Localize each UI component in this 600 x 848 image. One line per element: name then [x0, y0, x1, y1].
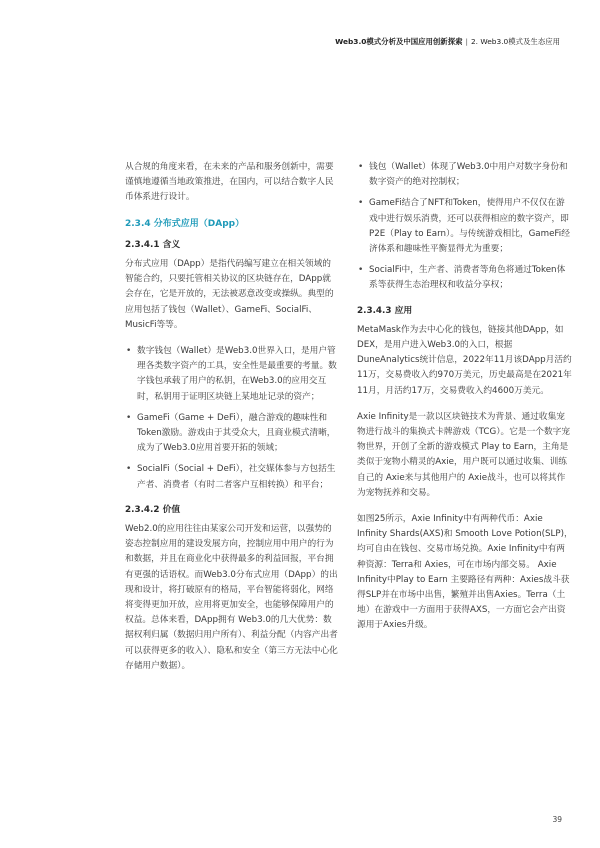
subsection-title-application: 2.3.4.3 应用: [357, 305, 413, 316]
list-item-text: GameFi结合了NFT和Token，使得用户不仅仅在游戏中进行娱乐消费，还可以获得相应的数字资产，即P2E（Play to Earn）。与传统游戏相比，GameFi经济体系和趣味性平衡显得尤为重要；: [369, 198, 570, 255]
bullet-icon: •: [126, 464, 132, 475]
list-item: [125, 411, 339, 457]
header-chapter: 2. Web3.0模式及生态应用: [470, 37, 560, 46]
axie-token-paragraph: 如图25所示，Axie Infinity中有两种代币：Axie Infinity Shards(AXS)和 Smooth Love Potion(SLP)，均可自由在钱包、交易市场兑换。Axie Infinity中有两种资源：Terra和 Axies，可在市场内部交易。 Axie Infinity中Play to Earn 主要路径有两种：Axies战斗获得SLP并在市场中出售，繁殖并出售Axies。Terra（土地）在游戏中一方面用于获得AXS，一方面它会产出资源用于Axies升级。: [357, 514, 573, 631]
intro-paragraph: 从合规的角度来看，在未来的产品和服务创新中，需要谨慎地遵循当地政策推进，在国内，可以结合数字人民币体系进行设计。: [125, 162, 334, 203]
bullet-icon: •: [358, 265, 364, 276]
metamask-paragraph: MetaMask作为去中心化的钱包，链接其他DApp，如DEX，是用户进入Web3.0的入口，根据DuneAnalytics统计信息，2022年11月该DApp月活约11万，交易费收入约970万美元，历史最高是在2021年11月，月活约17万，交易费收入约4600万美元。: [357, 324, 572, 396]
page-number: 39: [552, 815, 562, 824]
list-item: [125, 462, 339, 492]
list-item: [357, 160, 573, 190]
right-column: [357, 160, 573, 645]
bullet-icon: •: [358, 198, 364, 209]
section-title-dapp: 2.3.4 分布式应用（DApp）: [125, 218, 245, 229]
header-separator: |: [465, 37, 468, 46]
bullet-icon: •: [126, 412, 132, 423]
list-item: [357, 263, 573, 293]
bullet-icon: •: [358, 162, 364, 172]
list-item-text: SocialFi（Social + DeFi），社交媒体参与方包括生产者、消费者（有时二者客户互相转换）和平台；: [137, 464, 336, 490]
list-item-text: 数字钱包（Wallet）是Web3.0世界入口，是用户管理各类数字资产的工具，安全性是最重要的考量。数字钱包承载了用户的私钥，在Web3.0的应用交互时，私钥用于证明区块链上某地址记录的资产；: [137, 346, 337, 402]
header-doc-title: Web3.0模式分析及中国应用创新探索: [335, 37, 463, 46]
subsection-title-value: 2.3.4.2 价值: [125, 504, 181, 515]
value-paragraph: Web2.0的应用往往由某家公司开发和运营，以强势的姿态控制应用的建设发展方向，控制应用中用户的行为和数据，并且在商业化中获得最多的利益回报，平台拥有更强的话语权。而Web3.0分布式应用（DApp）的出现和设计，将打破原有的格局，平台智能将弱化，网络将变得更加开放，应用将更加安全，也能够保障用户的权益。总体来看，DApp拥有 Web3.0的几大优势：数据权利归属（数据归用户所有）、利益分配（内容产出者可以获得更多的收入）、隐私和安全（第三方无法中心化存储用户数据）。: [125, 524, 338, 671]
meaning-paragraph: 分布式应用（DApp）是指代码编写建立在相关领域的智能合约，只要托管相关协议的区块链存在，DApp就会存在，它是开放的，无法被恶意改变或操纵。典型的应用包括了钱包（Wallet）、GameFi、SocialFi、MusicFi等等。: [125, 259, 334, 330]
dapp-value-list: [357, 160, 573, 294]
axie-intro-paragraph: Axie Infinity是一款以区块链技术为背景、通过收集宠物进行战斗的集换式卡牌游戏（TCG）。它是一个数字宠物世界，开创了全新的游戏模式 Play to Earn，主角是类似于宠物小精灵的Axie，用户既可以通过收集、训练自己的 Axie来与其他用户的 Axie战斗，也可以将其作为宠物抚养和交易。: [357, 411, 571, 498]
page-header: [335, 36, 560, 47]
left-column: [125, 160, 339, 685]
list-item-text: GameFi（Game + DeFi），融合游戏的趣味性和Token激励。游戏由于其受众大，且商业模式清晰，成为了Web3.0应用首要开拓的领域；: [137, 412, 336, 454]
bullet-icon: •: [126, 346, 132, 357]
list-item: [125, 344, 339, 405]
list-item: [357, 196, 573, 257]
list-item-text: 钱包（Wallet）体现了Web3.0中用户对数字身份和数字资产的绝对控制权；: [369, 162, 568, 188]
dapp-type-list: [125, 344, 339, 493]
list-item-text: SocialFi中，生产者、消费者等角色将通过Token体系等获得生态治理权和收益分享权；: [369, 265, 566, 291]
subsection-title-meaning: 2.3.4.1 含义: [125, 239, 181, 250]
